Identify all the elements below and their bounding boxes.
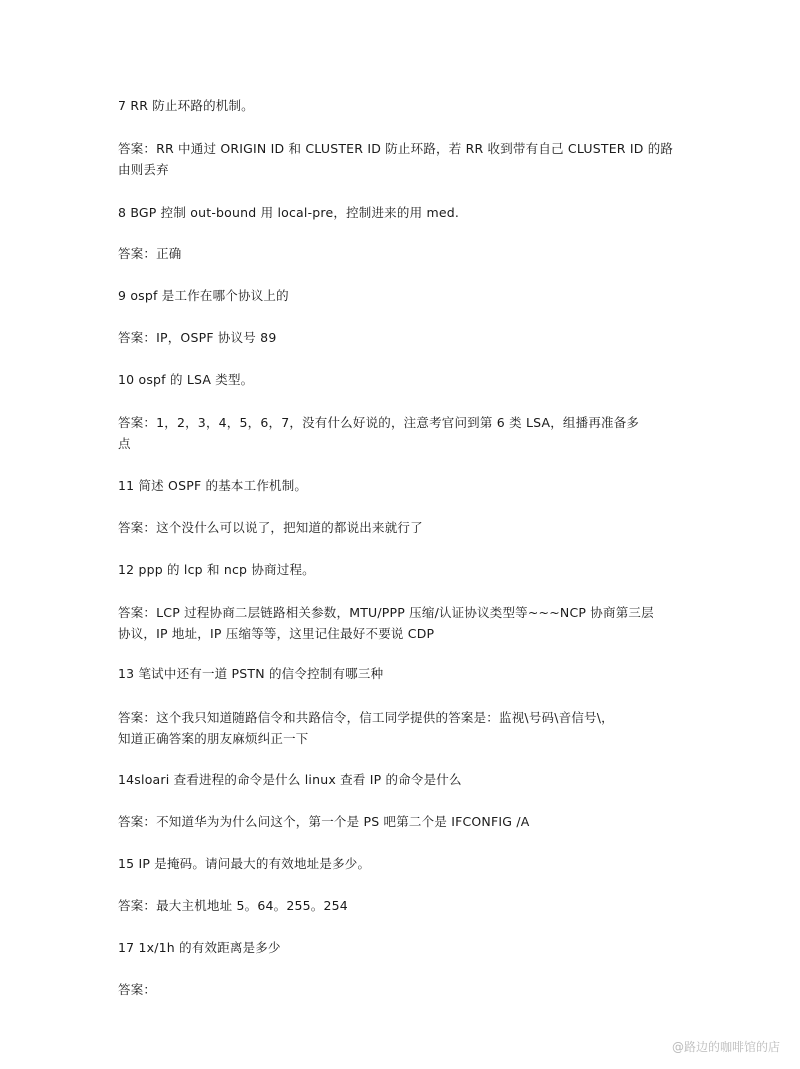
- answer-7-line-2: 由则丢弃: [118, 162, 169, 177]
- question-9: 9 ospf 是工作在哪个协议上的: [118, 288, 289, 303]
- question-13: 13 笔试中还有一道 PSTN 的信令控制有哪三种: [118, 666, 384, 681]
- question-14: 14sloari 查看进程的命令是什么 linux 查看 IP 的命令是什么: [118, 772, 462, 787]
- question-8: 8 BGP 控制 out-bound 用 local-pre，控制进来的用 med.: [118, 205, 460, 220]
- question-15: 15 IP 是掩码。请问最大的有效地址是多少。: [118, 856, 371, 871]
- answer-10-line-1: 答案：1，2，3，4，5，6，7，没有什么好说的，注意考官问到第 6 类 LSA，组播再准备多: [118, 415, 640, 430]
- answer-9: 答案：IP，OSPF 协议号 89: [118, 330, 277, 345]
- answer-12-line-2: 协议，IP 地址，IP 压缩等等，这里记住最好不要说 CDP: [118, 626, 435, 641]
- answer-10-line-2: 点: [118, 436, 131, 451]
- answer-15: 答案：最大主机地址 5。64。255。254: [118, 898, 348, 913]
- question-11: 11 简述 OSPF 的基本工作机制。: [118, 478, 308, 493]
- answer-12-line-1: 答案：LCP 过程协商二层链路相关参数，MTU/PPP 压缩/认证协议类型等~~~NCP 协商第三层: [118, 605, 654, 620]
- answer-17: 答案：: [118, 982, 157, 997]
- answer-8: 答案：正确: [118, 246, 182, 261]
- answer-11: 答案：这个没什么可以说了，把知道的都说出来就行了: [118, 520, 423, 535]
- question-12: 12 ppp 的 lcp 和 ncp 协商过程。: [118, 562, 315, 577]
- question-10: 10 ospf 的 LSA 类型。: [118, 372, 254, 387]
- answer-7-line-1: 答案：RR 中通过 ORIGIN ID 和 CLUSTER ID 防止环路，若 RR 收到带有自己 CLUSTER ID 的路: [118, 141, 674, 156]
- answer-13-line-2: 知道正确答案的朋友麻烦纠正一下: [118, 731, 309, 746]
- answer-14: 答案：不知道华为为什么问这个，第一个是 PS 吧第二个是 IFCONFIG /A: [118, 814, 530, 829]
- answer-13-line-1: 答案：这个我只知道随路信令和共路信令，信工同学提供的答案是：监视\号码\音信号\，: [118, 710, 614, 725]
- question-7: 7 RR 防止环路的机制。: [118, 98, 254, 113]
- watermark: @路边的咖啡馆的店: [671, 1040, 780, 1054]
- question-17: 17 1x/1h 的有效距离是多少: [118, 940, 281, 955]
